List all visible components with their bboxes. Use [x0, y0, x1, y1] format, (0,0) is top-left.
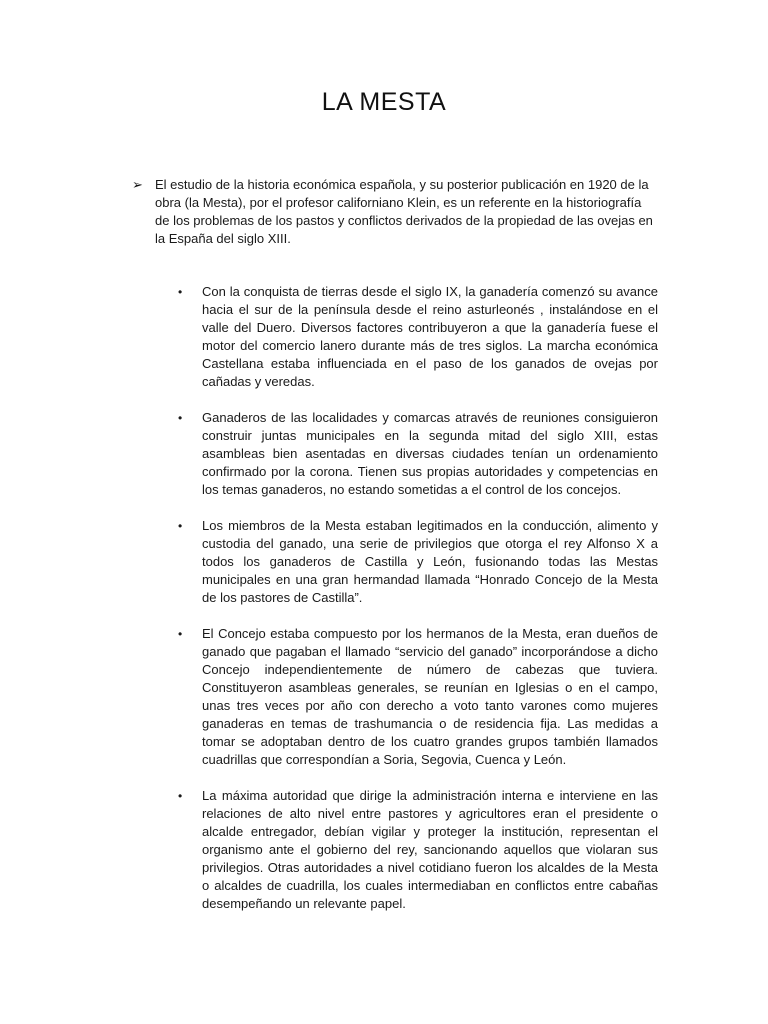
arrow-bullet-icon: ➢ — [132, 177, 143, 192]
intro-text: El estudio de la historia económica española, y su posterior publicación en 1920 de la obra (la Mesta), por el profesor californiano Klein, es un referente en la historiografía de los problemas de los pastos y conflictos derivados de la propiedad de las ovejas en la España del siglo XIII. — [155, 177, 653, 246]
list-item-text: Los miembros de la Mesta estaban legitimados en la conducción, alimento y custodia del ganado, una serie de privilegios que otorga el rey Alfonso X a todos los ganaderos de Castilla y León, fusionando todas las Mestas municipales en una gran hermandad llamada “Honrado Concejo de la Mesta de los pastores de Castilla”. — [202, 518, 658, 605]
list-item — [178, 409, 658, 499]
list-item — [178, 625, 658, 769]
bullet-dot-icon: • — [178, 627, 183, 641]
list-item — [178, 787, 658, 913]
list-item — [178, 283, 658, 391]
intro-paragraph — [132, 176, 657, 248]
list-item-text: El Concejo estaba compuesto por los hermanos de la Mesta, eran dueños de ganado que pagaban el llamado “servicio del ganado” incorporándose a dicho Concejo independientemente de número de cabezas que tuviera. Constituyeron asambleas generales, se reunían en Iglesias o en el campo, unas tres veces por año con derecho a voto tanto varones como mujeres ganaderas en temas de trashumancia o de residencia fija. Las medidas a tomar se adoptaban dentro de los cuatro grandes grupos también llamados cuadrillas que correspondían a Soria, Segovia, Cuenca y León. — [202, 626, 658, 767]
list-item-text: Con la conquista de tierras desde el siglo IX, la ganadería comenzó su avance hacia el sur de la península desde el reino asturleonés , instalándose en el valle del Duero. Diversos factores contribuyeron a que la ganadería fuese el motor del comercio lanero durante más de tres siglos. La marcha económica Castellana estaba influenciada en el paso de los ganados de ovejas por cañadas y veredas. — [202, 284, 658, 389]
bullet-dot-icon: • — [178, 519, 183, 533]
list-item — [178, 517, 658, 607]
list-item-text: La máxima autoridad que dirige la administración interna e interviene en las relaciones de alto nivel entre pastores y agricultores eran el presidente o alcalde entregador, debían vigilar y proteger la institución, representan el organismo ante el gobierno del rey, sancionando aquellos que violaran sus privilegios. Otras autoridades a nivel cotidiano fueron los alcaldes de la Mesta o alcaldes de cuadrilla, los cuales intermediaban en conflictos entre cabañas desempeñando un relevante papel. — [202, 788, 658, 911]
bullet-dot-icon: • — [178, 789, 183, 803]
bullet-dot-icon: • — [178, 411, 183, 425]
bullet-list — [178, 283, 658, 931]
page-title: LA MESTA — [321, 88, 447, 116]
list-item-text: Ganaderos de las localidades y comarcas através de reuniones consiguieron construir juntas municipales en la segunda mitad del siglo XIII, estas asambleas bien asentadas en diversas ciudades tenían un ordenamiento confirmado por la corona. Tienen sus propias autoridades y competencias en los temas ganaderos, no estando sometidas a el control de los concejos. — [202, 410, 658, 497]
bullet-dot-icon: • — [178, 285, 183, 299]
